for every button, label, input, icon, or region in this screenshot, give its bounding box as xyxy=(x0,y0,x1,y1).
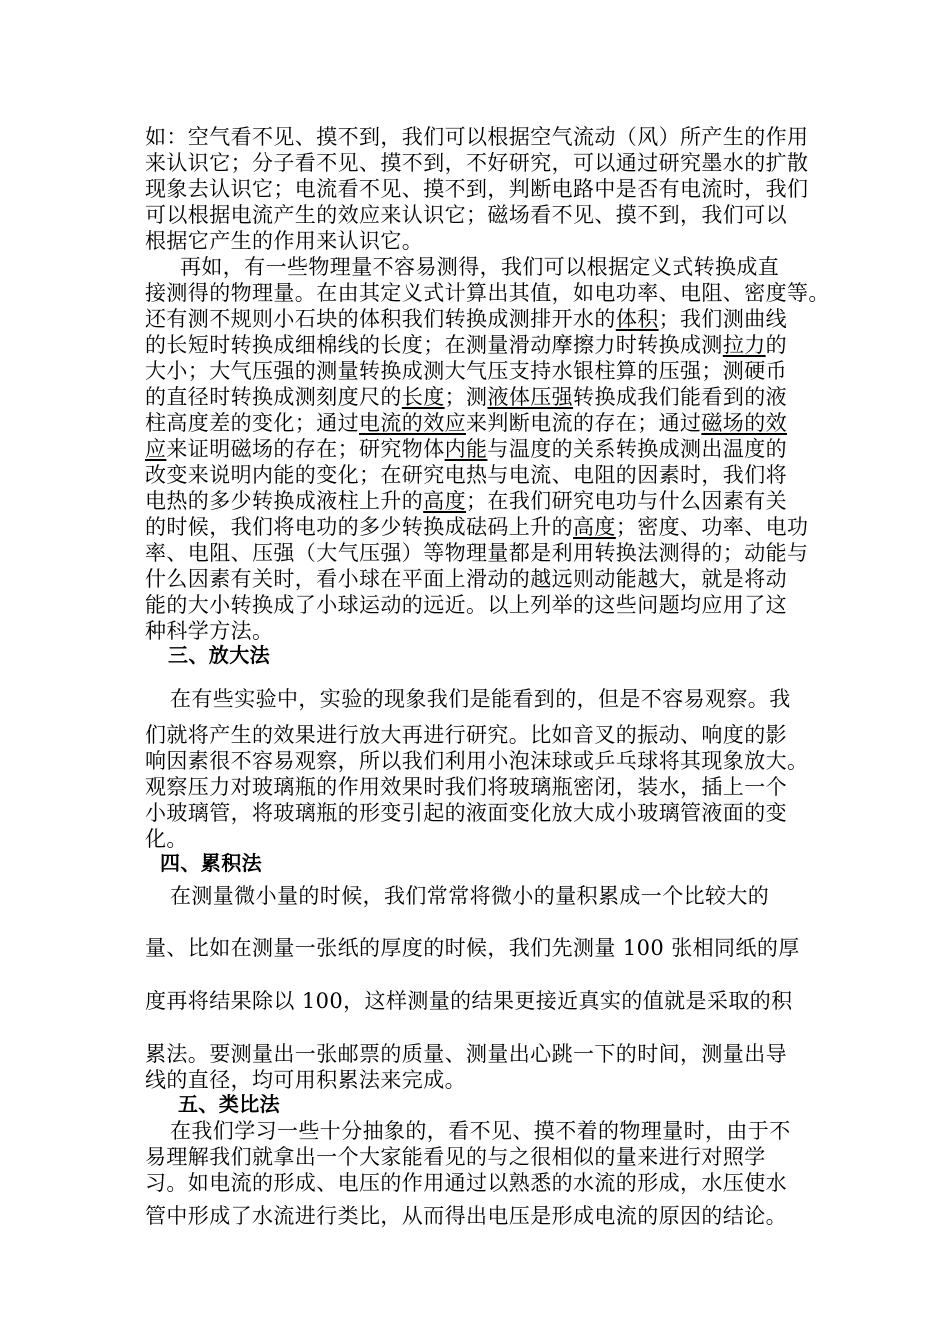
section-heading: 五、类比法 xyxy=(178,1092,280,1116)
text-line: 柱高度差的变化；通过电流的效应来判断电流的存在；通过磁场的效 xyxy=(145,411,788,435)
underlined-term: 高度 xyxy=(423,489,467,513)
text-line: 观察压力对玻璃瓶的作用效果时我们将玻璃瓶密闭，装水，插上一个 xyxy=(145,775,787,799)
text-line: 习。如电流的形成、电压的作用通过以熟悉的水流的形成，水压使水 xyxy=(145,1171,787,1195)
section-heading: 四、累积法 xyxy=(160,851,262,875)
paragraph-start: 再如，有一些物理量不容易测得，我们可以根据定义式转换成直 xyxy=(180,255,780,279)
text-line: 如：空气看不见、摸不到，我们可以根据空气流动（风）所产生的作用 xyxy=(145,125,809,149)
text-line: 种科学方法。 xyxy=(145,619,274,643)
text-line: 的长短时转换成细棉线的长度；在测量滑动摩擦力时转换成测拉力的 xyxy=(145,333,788,357)
text-line: 累法。要测量出一张邮票的质量、测量出心跳一下的时间，测量出导 xyxy=(145,1042,787,1066)
underlined-term: 长度 xyxy=(401,385,445,409)
text-line: 管中形成了水流进行类比，从而得出电压是形成电流的原因的结论。 xyxy=(145,1204,787,1228)
text-line: 接测得的物理量。在由其定义式计算出其值，如电功率、电阻、密度等。 xyxy=(145,281,830,305)
underlined-term: 拉力 xyxy=(722,333,766,357)
text-line: 什么因素有关时，看小球在平面上滑动的越远则动能越大，就是将动 xyxy=(145,567,787,591)
text-line: 应来证明磁场的存在；研究物体内能与温度的关系转换成测出温度的 xyxy=(145,437,788,461)
underlined-term: 应 xyxy=(145,437,167,461)
paragraph-start: 在我们学习一些十分抽象的，看不见、摸不着的物理量时，由于不 xyxy=(170,1119,791,1143)
paragraph-start: 在测量微小量的时候，我们常常将微小的量积累成一个比较大的 xyxy=(170,884,770,908)
text-line: 线的直径，均可用积累法来完成。 xyxy=(145,1068,466,1092)
text-line: 的时候，我们将电功的多少转换成砝码上升的高度；密度、功率、电功 xyxy=(145,515,809,539)
text-line: 还有测不规则小石块的体积我们转换成测排开水的体积；我们测曲线 xyxy=(145,307,788,331)
underlined-term: 高度 xyxy=(573,515,616,539)
text-line: 能的大小转换成了小球运动的远近。以上列举的这些问题均应用了这 xyxy=(145,593,787,617)
text-line: 率、电阻、压强（大气压强）等物理量都是利用转换法测得的；动能与 xyxy=(145,541,809,565)
underlined-term: 电流的效应 xyxy=(359,411,466,435)
section-heading: 三、放大法 xyxy=(168,643,270,667)
text-line: 电热的多少转换成液柱上升的高度；在我们研究电功与什么因素有关 xyxy=(145,489,788,513)
underlined-term: 内能 xyxy=(444,437,488,461)
text-line: 小玻璃管，将玻璃瓶的形变引起的液面变化放大成小玻璃管液面的变 xyxy=(145,801,787,825)
text-line: 大小；大气压强的测量转换成测大气压支持水银柱算的压强；测硬币 xyxy=(145,359,787,383)
paragraph-start: 在有些实验中，实验的现象我们是能看到的，但是不容易观察。我 xyxy=(170,687,791,711)
underlined-term: 体积 xyxy=(615,307,659,331)
text-line: 度再将结果除以 100，这样测量的结果更接近真实的值就是采取的积 xyxy=(145,989,793,1013)
text-line: 可以根据电流产生的效应来认识它；磁场看不见、摸不到，我们可以 xyxy=(145,203,787,227)
text-line: 量、比如在测量一张纸的厚度的时候，我们先测量 100 张相同纸的厚 xyxy=(145,936,800,960)
underlined-term: 磁场的效 xyxy=(701,411,788,435)
text-line: 易理解我们就拿出一个大家能看见的与之很相似的量来进行对照学 xyxy=(145,1145,766,1169)
text-line: 根据它产生的作用来认识它。 xyxy=(145,229,424,253)
underlined-term: 液体压强 xyxy=(487,385,574,409)
text-line: 的直径时转换成测刻度尺的长度；测液体压强转换成我们能看到的液 xyxy=(145,385,788,409)
text-line: 现象去认识它；电流看不见、摸不到，判断电路中是否有电流时，我们 xyxy=(145,177,809,201)
text-line: 改变来说明内能的变化；在研究电热与电流、电阻的因素时，我们将 xyxy=(145,463,787,487)
text-line: 化。 xyxy=(145,827,188,851)
text-line: 们就将产生的效果进行放大再进行研究。比如音叉的振动、响度的影 xyxy=(145,723,787,747)
text-line: 来认识它；分子看不见、摸不到，不好研究，可以通过研究墨水的扩散 xyxy=(145,151,809,175)
text-line: 响因素很不容易观察，所以我们利用小泡沫球或乒乓球将其现象放大。 xyxy=(145,749,809,773)
